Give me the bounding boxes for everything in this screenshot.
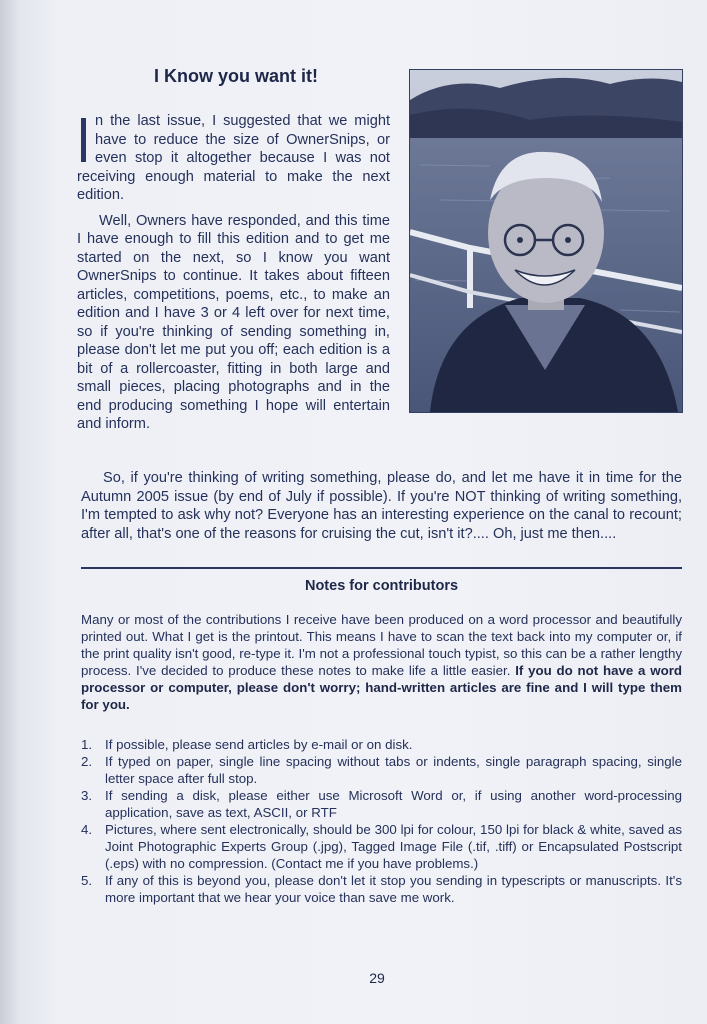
page-number: 29 [369, 970, 385, 986]
contributor-notes-list [81, 736, 682, 906]
list-item-number: 5. [81, 873, 93, 888]
notes-intro-text: Many or most of the contributions I receive have been produced on a word processor and beautifully printed out. What I get is the printout. This means I have to scan the text back into my computer or, if the print quality isn't good, re-type it. I'm not a professional touch typist, so this can be a rather lengthy process. I've decided to produce these notes to make life a little easier. [81, 612, 682, 678]
drop-cap [81, 118, 86, 162]
list-item-text: If sending a disk, please either use Microsoft Word or, if using another word-processing application, save as text, ASCII, or RTF [105, 788, 682, 820]
article-paragraph-2: Well, Owners have responded, and this time I have enough to fill this edition and to get me started on the next, so I know you want OwnerSnips to continue. It takes about fifteen articles, competitions, poems, etc., to make an edition and I have 3 or 4 left over for next time, so if you're thinking of sending something in, please don't let me put you off; each edition is a bit of a rollercoaster, fitting in both large and small pieces, placing photographs and in the end producing something I hope will entertain and inform. [77, 212, 390, 432]
article-title: I Know you want it! [154, 66, 318, 86]
list-item [81, 787, 682, 821]
article-paragraph-3: So, if you're thinking of writing something, please do, and let me have it in time for the Autumn 2005 issue (by end of July if possible). If you're NOT thinking of writing something, I'm tempted to ask why not? Everyone has an interesting experience on the canal to recount; after all, that's one of the reasons for cruising the cut, isn't it?.... Oh, just me then.... [81, 470, 682, 542]
notes-intro [81, 611, 682, 713]
list-item-text: Pictures, where sent electronically, should be 300 lpi for colour, 150 lpi for black & white, saved as Joint Photographic Experts Group (.jpg), Tagged Image File (.tif, .tiff) or Encapsulated Postscript (.eps) with no compression. (Contact me if you have problems.) [105, 822, 682, 871]
list-item-text: If typed on paper, single line spacing without tabs or indents, single paragraph spacing, single letter space after full stop. [105, 754, 682, 786]
author-photo [409, 69, 683, 413]
list-item-number: 3. [81, 788, 93, 803]
list-item [81, 736, 682, 753]
notes-intro-bold: If you do not have a word processor or computer, please don't worry; hand-written articles are fine and I will type them for you. [81, 663, 682, 712]
article-column [77, 112, 390, 441]
list-item [81, 821, 682, 872]
notes-title: Notes for contributors [304, 578, 459, 594]
list-item [81, 872, 682, 906]
list-item [81, 753, 682, 787]
page-fold [0, 0, 18, 1024]
list-item-number: 2. [81, 754, 93, 769]
list-item-text: If possible, please send articles by e-mail or on disk. [105, 737, 413, 752]
article-paragraph-1-text: n the last issue, I suggested that we might have to reduce the size of OwnerSnips, or even stop it altogether because I was not receiving enough material to make the next edition. [77, 113, 390, 203]
list-item-number: 1. [81, 737, 93, 752]
article-paragraph-1 [77, 112, 390, 205]
list-item-number: 4. [81, 822, 93, 837]
list-item-text: If any of this is beyond you, please don't let it stop you sending in typescripts or manuscripts. It's more important that we hear your voice than save me work. [105, 873, 682, 905]
section-divider [81, 567, 682, 569]
